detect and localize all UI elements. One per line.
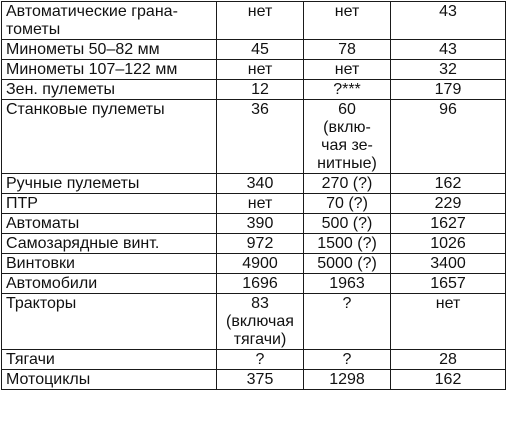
- cell-value-line: ?: [255, 351, 265, 368]
- cell-value-line: 96: [439, 101, 457, 118]
- cell-value-line: 270 (?): [321, 175, 373, 192]
- cell-value-line: 162: [434, 175, 462, 192]
- cell-value-line: 1500 (?): [317, 235, 377, 252]
- value-cell-c2: [304, 80, 391, 100]
- cell-value-line: тягачи): [233, 331, 287, 348]
- value-cell-c1: [217, 274, 304, 294]
- value-cell-c2: [304, 234, 391, 254]
- row-label-line: Самозарядные винт.: [6, 235, 160, 252]
- row-label-line: Тягачи: [6, 351, 55, 368]
- cell-value-line: 390: [246, 215, 274, 232]
- row-label-line: Станковые пулеметы: [6, 101, 165, 118]
- cell-value-line: 500 (?): [321, 215, 373, 232]
- value-cell-c2: [304, 2, 391, 40]
- cell-value-line: нет: [247, 195, 273, 212]
- value-cell-c1: [217, 370, 304, 390]
- row-label-cell: [2, 254, 217, 274]
- cell-value-line: 1298: [329, 371, 365, 388]
- table-row: [2, 234, 506, 254]
- value-cell-c2: [304, 100, 391, 174]
- value-cell-c1: [217, 80, 304, 100]
- cell-value-line: 375: [246, 371, 274, 388]
- cell-value-line: 1963: [329, 275, 365, 292]
- table-row: [2, 370, 506, 390]
- cell-value-line: 1026: [430, 235, 466, 252]
- table-row: [2, 40, 506, 60]
- table-row: [2, 60, 506, 80]
- row-label-cell: [2, 80, 217, 100]
- value-cell-c2: [304, 350, 391, 370]
- cell-value-line: 179: [434, 81, 462, 98]
- cell-value-line: 162: [434, 371, 462, 388]
- cell-value-line: 4900: [242, 255, 278, 272]
- row-label-cell: [2, 60, 217, 80]
- value-cell-c3: [391, 254, 506, 274]
- value-cell-c1: [217, 60, 304, 80]
- cell-value-line: ?: [342, 351, 352, 368]
- cell-value-line: нет: [334, 61, 360, 78]
- cell-value-line: (включая: [226, 313, 294, 330]
- table-row: [2, 2, 506, 40]
- cell-value-line: нитные): [317, 155, 377, 172]
- row-label-line: тометы: [6, 21, 61, 38]
- value-cell-c1: [217, 214, 304, 234]
- row-label-line: Ручные пулеметы: [6, 175, 140, 192]
- row-label-cell: [2, 194, 217, 214]
- cell-value-line: 43: [439, 3, 457, 20]
- value-cell-c3: [391, 370, 506, 390]
- row-label-line: Винтовки: [6, 255, 75, 272]
- value-cell-c3: [391, 100, 506, 174]
- table-row: [2, 350, 506, 370]
- cell-value-line: 83: [251, 295, 269, 312]
- value-cell-c1: [217, 254, 304, 274]
- value-cell-c1: [217, 194, 304, 214]
- row-label-cell: [2, 370, 217, 390]
- table-row: [2, 254, 506, 274]
- cell-value-line: 43: [439, 41, 457, 58]
- value-cell-c1: [217, 294, 304, 350]
- value-cell-c3: [391, 60, 506, 80]
- cell-value-line: 5000 (?): [317, 255, 377, 272]
- value-cell-c2: [304, 174, 391, 194]
- table-row: [2, 174, 506, 194]
- row-label-cell: [2, 294, 217, 350]
- cell-value-line: 972: [246, 235, 274, 252]
- value-cell-c3: [391, 274, 506, 294]
- row-label-cell: [2, 350, 217, 370]
- value-cell-c2: [304, 194, 391, 214]
- cell-value-line: 12: [251, 81, 269, 98]
- row-label-line: Зен. пулеметы: [6, 81, 116, 98]
- cell-value-line: 28: [439, 351, 457, 368]
- row-label-line: Минометы 50–82 мм: [6, 41, 160, 58]
- value-cell-c3: [391, 350, 506, 370]
- cell-value-line: 1627: [430, 215, 466, 232]
- table-row: [2, 80, 506, 100]
- cell-value-line: 36: [251, 101, 269, 118]
- value-cell-c3: [391, 214, 506, 234]
- data-table: [1, 1, 506, 390]
- cell-value-line: чая зе-: [321, 137, 373, 154]
- row-label-line: ПТР: [6, 195, 38, 212]
- row-label-cell: [2, 214, 217, 234]
- row-label-cell: [2, 100, 217, 174]
- value-cell-c3: [391, 2, 506, 40]
- value-cell-c3: [391, 234, 506, 254]
- row-label-cell: [2, 274, 217, 294]
- table-row: [2, 100, 506, 174]
- value-cell-c3: [391, 194, 506, 214]
- row-label-cell: [2, 2, 217, 40]
- value-cell-c2: [304, 60, 391, 80]
- value-cell-c2: [304, 214, 391, 234]
- table-body: [2, 2, 506, 390]
- cell-value-line: 1657: [430, 275, 466, 292]
- row-label-line: Автоматические грана-: [6, 3, 178, 20]
- cell-value-line: 78: [338, 41, 356, 58]
- row-label-line: Автомобили: [6, 275, 98, 292]
- cell-value-line: 1696: [242, 275, 278, 292]
- cell-value-line: 340: [246, 175, 274, 192]
- cell-value-line: нет: [435, 295, 461, 312]
- cell-value-line: нет: [247, 61, 273, 78]
- value-cell-c1: [217, 174, 304, 194]
- value-cell-c1: [217, 40, 304, 60]
- value-cell-c3: [391, 294, 506, 350]
- value-cell-c2: [304, 40, 391, 60]
- cell-value-line: 70 (?): [326, 195, 368, 212]
- value-cell-c2: [304, 254, 391, 274]
- value-cell-c2: [304, 274, 391, 294]
- value-cell-c3: [391, 80, 506, 100]
- value-cell-c1: [217, 2, 304, 40]
- value-cell-c3: [391, 40, 506, 60]
- cell-value-line: ?: [342, 295, 352, 312]
- cell-value-line: 45: [251, 41, 269, 58]
- cell-value-line: нет: [334, 3, 360, 20]
- value-cell-c3: [391, 174, 506, 194]
- table-row: [2, 274, 506, 294]
- value-cell-c1: [217, 100, 304, 174]
- row-label-line: Мотоциклы: [6, 371, 91, 388]
- cell-value-line: 229: [434, 195, 462, 212]
- table-row: [2, 294, 506, 350]
- cell-value-line: 3400: [430, 255, 466, 272]
- value-cell-c1: [217, 234, 304, 254]
- cell-value-line: нет: [247, 3, 273, 20]
- row-label-line: Автоматы: [6, 215, 80, 232]
- table-row: [2, 194, 506, 214]
- cell-value-line: 32: [439, 61, 457, 78]
- row-label-line: Тракторы: [6, 295, 77, 312]
- value-cell-c1: [217, 350, 304, 370]
- row-label-line: Минометы 107–122 мм: [6, 61, 178, 78]
- cell-value-line: 60: [338, 101, 356, 118]
- row-label-cell: [2, 234, 217, 254]
- value-cell-c2: [304, 294, 391, 350]
- cell-value-line: (вклю-: [323, 119, 371, 136]
- row-label-cell: [2, 40, 217, 60]
- cell-value-line: ?***: [333, 81, 361, 98]
- row-label-cell: [2, 174, 217, 194]
- table-row: [2, 214, 506, 234]
- value-cell-c2: [304, 370, 391, 390]
